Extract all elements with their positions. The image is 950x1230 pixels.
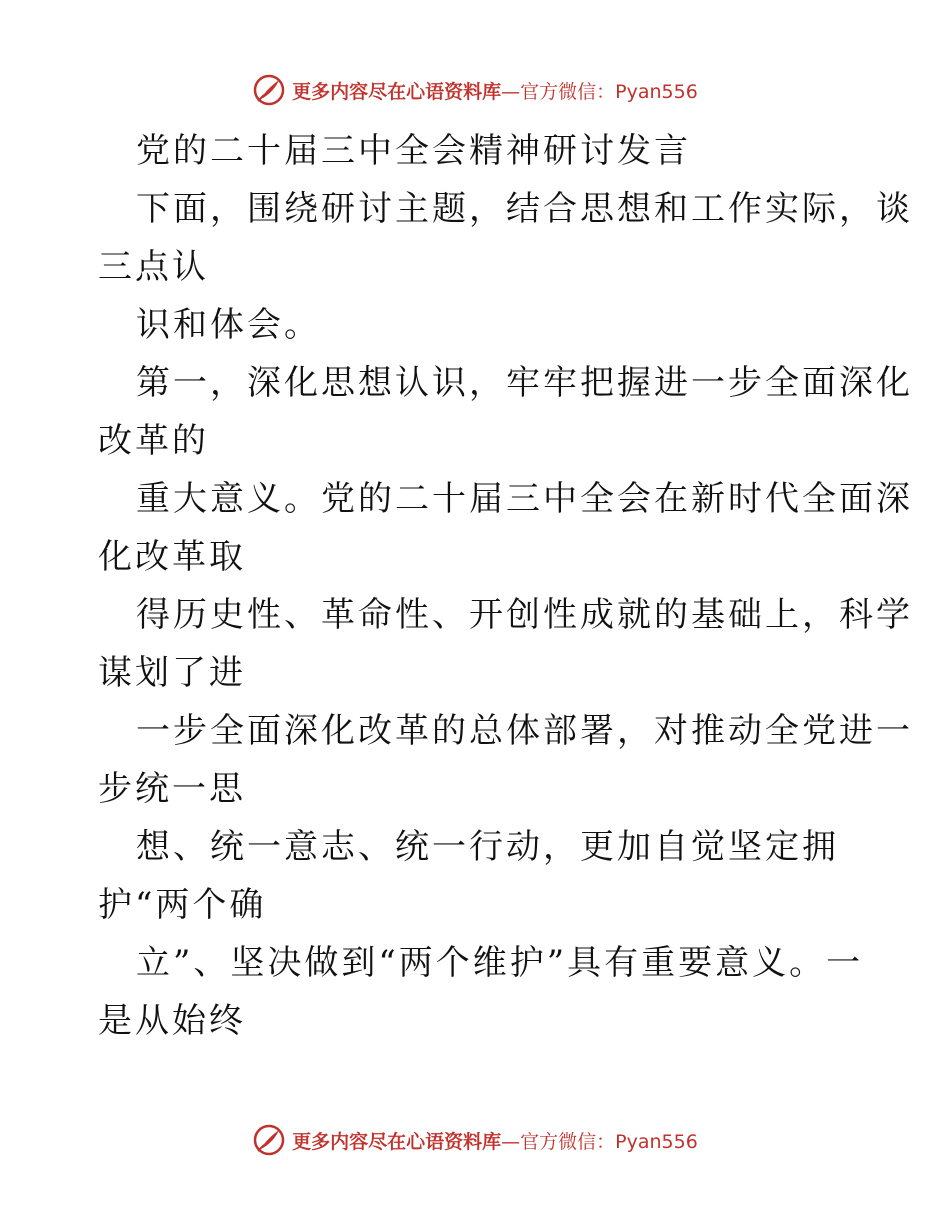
text-line: 步统一思 — [98, 769, 246, 809]
watermark-text — [292, 77, 698, 104]
feather-pen-logo-icon — [252, 73, 286, 107]
watermark-text — [292, 1127, 698, 1154]
text-line: 三点认 — [98, 247, 209, 287]
watermark-tail: —官方微信：Pyan556 — [501, 80, 698, 103]
footer-watermark — [0, 1120, 950, 1160]
text-line: 一步全面深化改革的总体部署，对推动全党进一 — [136, 711, 913, 751]
text-line: 化改革取 — [98, 537, 246, 577]
text-line: 第一，深化思想认识，牢牢把握进一步全面深化 — [136, 363, 913, 403]
watermark-main: 更多内容尽在心语资料库 — [292, 1130, 502, 1153]
text-line: 是从始终 — [98, 1001, 246, 1041]
text-line: 谋划了进 — [98, 653, 246, 693]
watermark-tail: —官方微信：Pyan556 — [501, 1130, 698, 1153]
text-line: 重大意义。党的二十届三中全会在新时代全面深 — [136, 479, 913, 519]
text-line: 识和体会。 — [136, 305, 321, 345]
text-line: 改革的 — [98, 421, 209, 461]
feather-pen-logo-icon — [252, 1123, 286, 1157]
watermark-main: 更多内容尽在心语资料库 — [292, 80, 502, 103]
text-line: 党的二十届三中全会精神研讨发言 — [136, 131, 691, 171]
text-line: 想、统一意志、统一行动，更加自觉坚定拥 — [136, 827, 839, 867]
text-line: 得历史性、革命性、开创性成就的基础上，科学 — [136, 595, 913, 635]
document-body — [98, 122, 913, 1050]
text-line: 护“两个确 — [98, 885, 267, 925]
text-line: 下面，围绕研讨主题，结合思想和工作实际，谈 — [136, 189, 913, 229]
header-watermark — [0, 70, 950, 110]
text-line: 立”、坚决做到“两个维护”具有重要意义。一 — [136, 943, 864, 983]
